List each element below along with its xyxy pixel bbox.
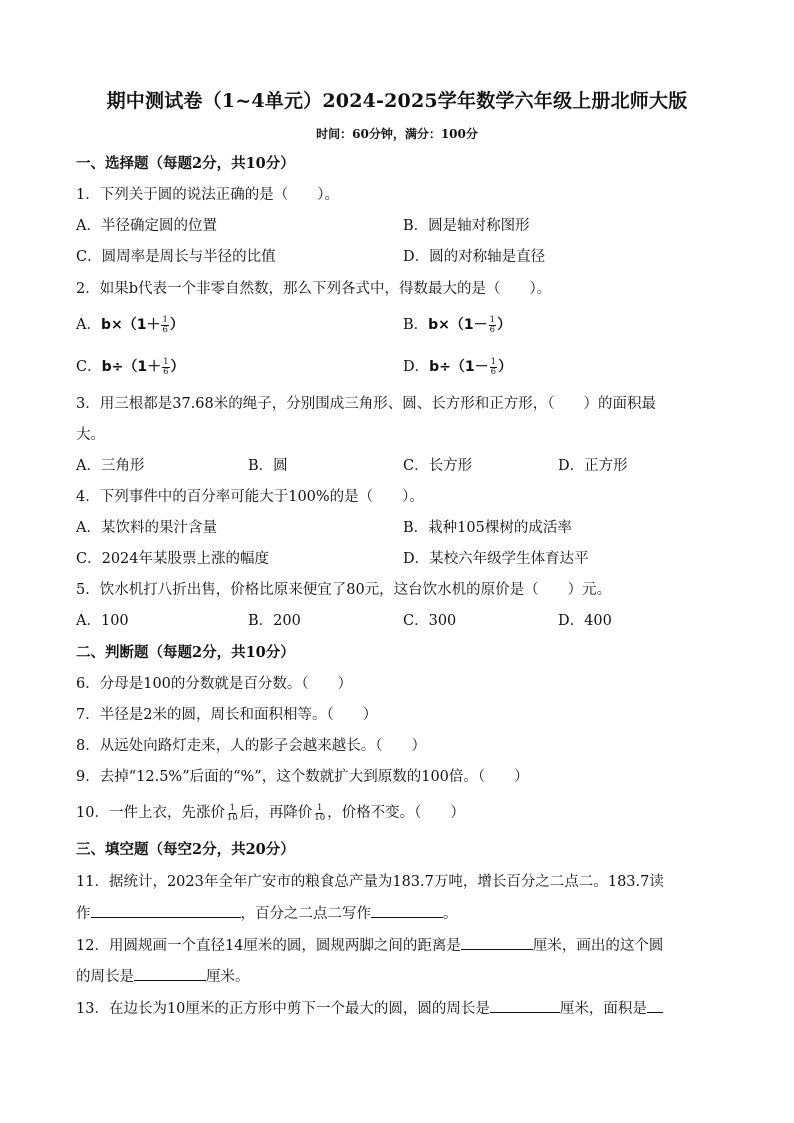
q11-blank-2[interactable]: [371, 903, 443, 918]
q2-option-c: [76, 357, 185, 377]
q1-option-b: B．圆是轴对称图形: [403, 218, 530, 234]
fraction-denominator: 10: [226, 812, 238, 823]
fraction-denominator: 6: [163, 366, 169, 377]
q2-option-c-expr: b÷（1＋: [101, 359, 162, 375]
fraction-numerator: 1: [490, 356, 497, 367]
q3-option-b: B．圆: [248, 458, 288, 474]
q2-option-b-fraction: [489, 316, 496, 335]
q10-part-2: 后，再降价: [239, 805, 313, 821]
q2-option-d: [403, 357, 512, 377]
question-3-line-2: 大。: [76, 427, 105, 443]
page-title: 期中测试卷（1~4单元）2024-2025学年数学六年级上册北师大版: [106, 90, 688, 112]
question-2: 2．如果b代表一个非零自然数，那么下列各式中，得数最大的是（ ）。: [76, 281, 552, 297]
question-5: 5．饮水机打八折出售，价格比原来便宜了80元，这台饮水机的原价是（ ）元。: [76, 582, 612, 598]
q11-text-a: 作: [76, 906, 91, 922]
q10-part-1: 10．一件上衣，先涨价: [76, 805, 225, 821]
fraction-denominator: 6: [490, 366, 497, 377]
question-3-line-1: 3．用三根都是37.68米的绳子，分别围成三角形、圆、长方形和正方形，（ ）的面积最: [76, 396, 656, 412]
q5-option-c: C．300: [403, 613, 457, 629]
q2-option-a-fraction: [161, 316, 168, 335]
q2-option-d-expr: b÷（1－: [429, 359, 489, 375]
question-12-line-2: [76, 966, 250, 987]
q1-option-c: C．圆周率是周长与半径的比值: [76, 249, 276, 265]
q1-option-d: D．圆的对称轴是直径: [403, 249, 546, 265]
section-heading-choice: 一、选择题（每题2分，共10分）: [76, 155, 295, 172]
q2-option-c-fraction: [162, 358, 169, 377]
q3-option-a: A．三角形: [76, 458, 145, 474]
q4-option-b: B．栽种105棵树的成活率: [403, 520, 572, 536]
q5-option-d: D．400: [558, 613, 612, 629]
q10-part-3: ，价格不变。（ ）: [327, 805, 465, 821]
q2-option-b-label: B．: [403, 317, 429, 333]
fraction-numerator: 1: [162, 314, 168, 325]
q2-option-d-label: D．: [403, 359, 430, 375]
q3-option-d: D．正方形: [558, 458, 628, 474]
q2-option-b: [403, 315, 511, 335]
q2-option-b-expr: b×（1－: [428, 317, 488, 333]
fraction-numerator: 1: [163, 356, 169, 367]
question-11-line-1: 11．据统计，2023年全年广安市的粮食总产量为183.7万吨，增长百分之二点二。183.7读: [76, 874, 664, 890]
q13-blank-2[interactable]: [647, 998, 663, 1013]
q4-option-a: A．某饮料的果汁含量: [76, 520, 217, 536]
fraction-denominator: 6: [162, 324, 168, 335]
q2-option-c-close: ）: [170, 359, 185, 375]
q11-text-c: 。: [443, 906, 458, 922]
q13-text-b: 厘米，面积是: [559, 1001, 647, 1017]
fraction-numerator: 1: [229, 802, 236, 813]
q3-option-c: C．长方形: [403, 458, 473, 474]
q12-text-b: 厘米，画出的这个圆: [532, 938, 664, 954]
q5-option-b: B．200: [248, 613, 301, 629]
q2-option-a: [76, 315, 184, 335]
q2-option-d-close: ）: [498, 359, 513, 375]
question-6: 6．分母是100的分数就是百分数。（ ）: [76, 676, 353, 692]
section-heading-fill: 三、填空题（每空2分，共20分）: [76, 841, 295, 858]
q12-blank-2[interactable]: [134, 966, 206, 981]
fraction-numerator: 1: [489, 314, 496, 325]
q2-option-b-close: ）: [497, 317, 512, 333]
question-9: 9．去掉“12.5%”后面的“%”，这个数就扩大到原数的100倍。（ ）: [76, 769, 529, 785]
q13-text-a: 13．在边长为10厘米的正方形中剪下一个最大的圆，圆的周长是: [76, 1001, 490, 1017]
fraction-denominator: 6: [489, 324, 496, 335]
q12-text-a: 12．用圆规画一个直径14厘米的圆，圆规两脚之间的距离是: [76, 938, 461, 954]
question-8: 8．从远处向路灯走来，人的影子会越来越长。（ ）: [76, 738, 426, 754]
q11-blank-1[interactable]: [91, 903, 241, 918]
question-12-line-1: [76, 935, 663, 956]
fraction-denominator: 10: [314, 812, 326, 823]
q4-option-d: D．某校六年级学生体育达平: [403, 551, 589, 567]
q2-option-c-label: C．: [76, 359, 102, 375]
q5-option-a: A．100: [76, 613, 129, 629]
page-subtitle: 时间：60分钟，满分：100分: [316, 127, 478, 141]
q12-blank-1[interactable]: [461, 935, 533, 950]
question-7: 7．半径是2米的圆，周长和面积相等。（ ）: [76, 707, 378, 723]
q12-text-c: 的周长是: [76, 969, 134, 985]
q4-option-c: C．2024年某股票上涨的幅度: [76, 551, 269, 567]
q12-text-d: 厘米。: [206, 969, 250, 985]
q2-option-a-expr: b×（1＋: [100, 317, 161, 333]
question-13-line-1: [76, 998, 663, 1019]
q11-text-b: ，百分之二点二写作: [240, 906, 371, 922]
question-10: [76, 803, 465, 823]
question-11-line-2: [76, 903, 458, 924]
fraction-numerator: 1: [316, 802, 323, 813]
question-4: 4．下列事件中的百分率可能大于100%的是（ ）。: [76, 489, 424, 505]
q2-option-a-label: A．: [76, 317, 101, 333]
q1-option-a: A．半径确定圆的位置: [76, 218, 217, 234]
q10-fraction-2: [313, 804, 326, 823]
section-heading-judge: 二、判断题（每题2分，共10分）: [76, 644, 295, 661]
q2-option-a-close: ）: [169, 317, 184, 333]
q2-option-d-fraction: [490, 358, 497, 377]
q10-fraction-1: [226, 804, 239, 823]
q13-blank-1[interactable]: [490, 998, 560, 1013]
question-1: 1．下列关于圆的说法正确的是（ ）。: [76, 187, 339, 203]
